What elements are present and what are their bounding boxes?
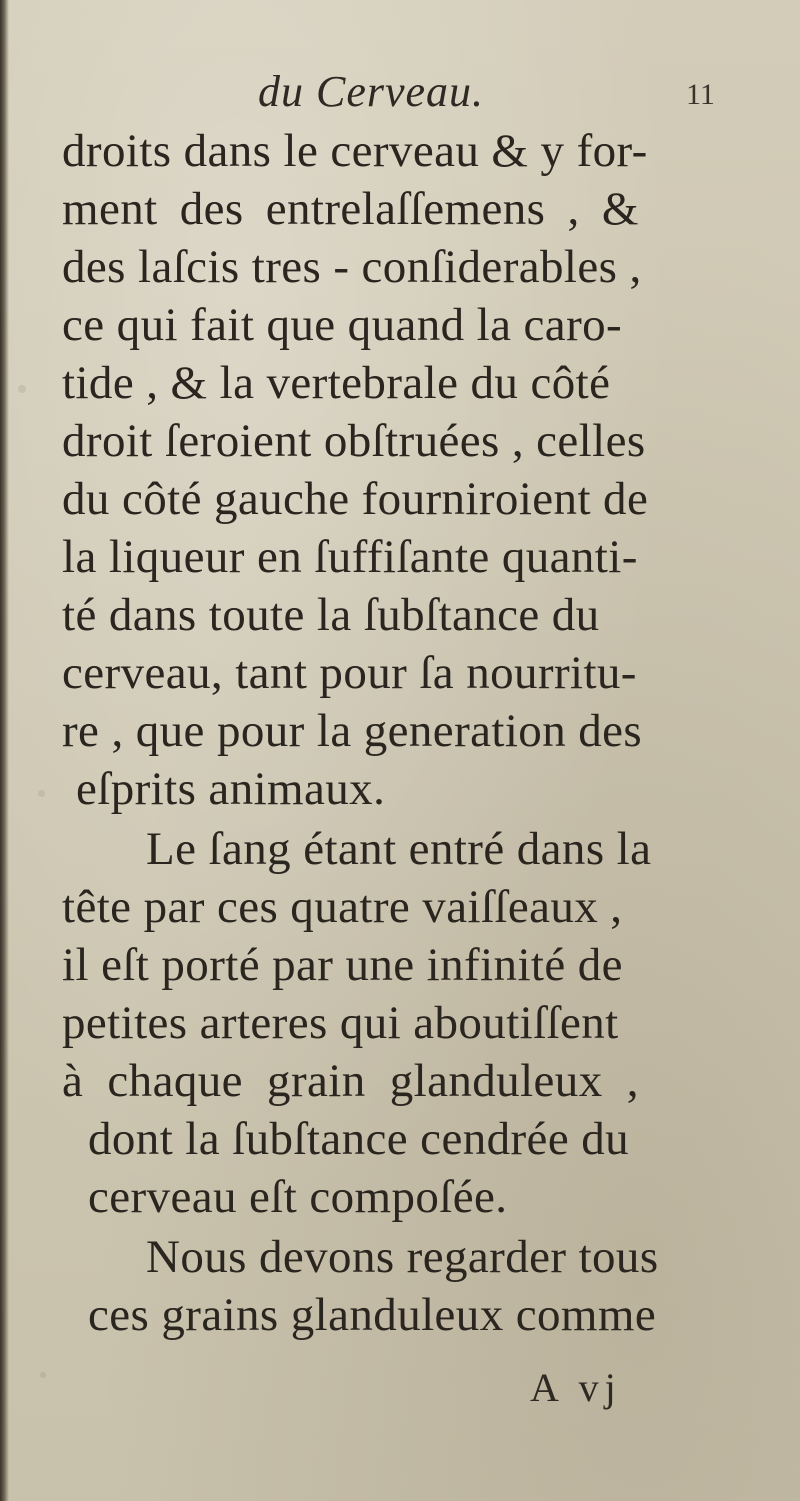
page-header [0, 58, 800, 118]
text-line: cerveau, tant pour ſa nourritu- [62, 647, 637, 699]
text-line: ment des entrelaſſemens , & [62, 183, 639, 235]
text-line: il eſt porté par une infinité de [62, 939, 623, 991]
text-line: petites arteres qui aboutiſſent [62, 997, 619, 1049]
paper-stain [38, 790, 45, 797]
catchword: A vj [530, 1365, 622, 1410]
page-number: 11 [686, 78, 715, 111]
text-line: droits dans le cerveau & y for- [62, 125, 648, 177]
text-line: ce qui fait que quand la caro- [62, 299, 623, 351]
text-line: des laſcis tres - conſiderables , [62, 241, 642, 293]
running-head: du Cerveau. [258, 67, 485, 116]
text-line: la liqueur en ſuffiſante quanti- [62, 531, 638, 583]
page-gutter [0, 0, 9, 1501]
text-line: ces grains glanduleux comme [88, 1289, 657, 1341]
text-line: Le ſang étant entré dans la [146, 823, 652, 875]
paper-stain [40, 1372, 46, 1378]
text-line: té dans toute la ſubſtance du [62, 589, 600, 641]
text-line: tête par ces quatre vaiſſeaux , [62, 881, 623, 933]
paper-stain [18, 385, 26, 393]
text-line: tide , & la vertebrale du côté [62, 357, 611, 409]
text-line: dont la ſubſtance cendrée du [88, 1113, 630, 1165]
text-line: cerveau eſt compoſée. [88, 1171, 508, 1223]
text-line: droit ſeroient obſtruées , celles [62, 415, 646, 467]
text-line: Nous devons regarder tous [146, 1231, 659, 1283]
text-line: re , que pour la generation des [62, 705, 643, 757]
text-line: du côté gauche fourniroient de [62, 473, 649, 525]
text-line: à chaque grain glanduleux , [62, 1055, 639, 1107]
text-line: eſprits animaux. [76, 763, 386, 815]
